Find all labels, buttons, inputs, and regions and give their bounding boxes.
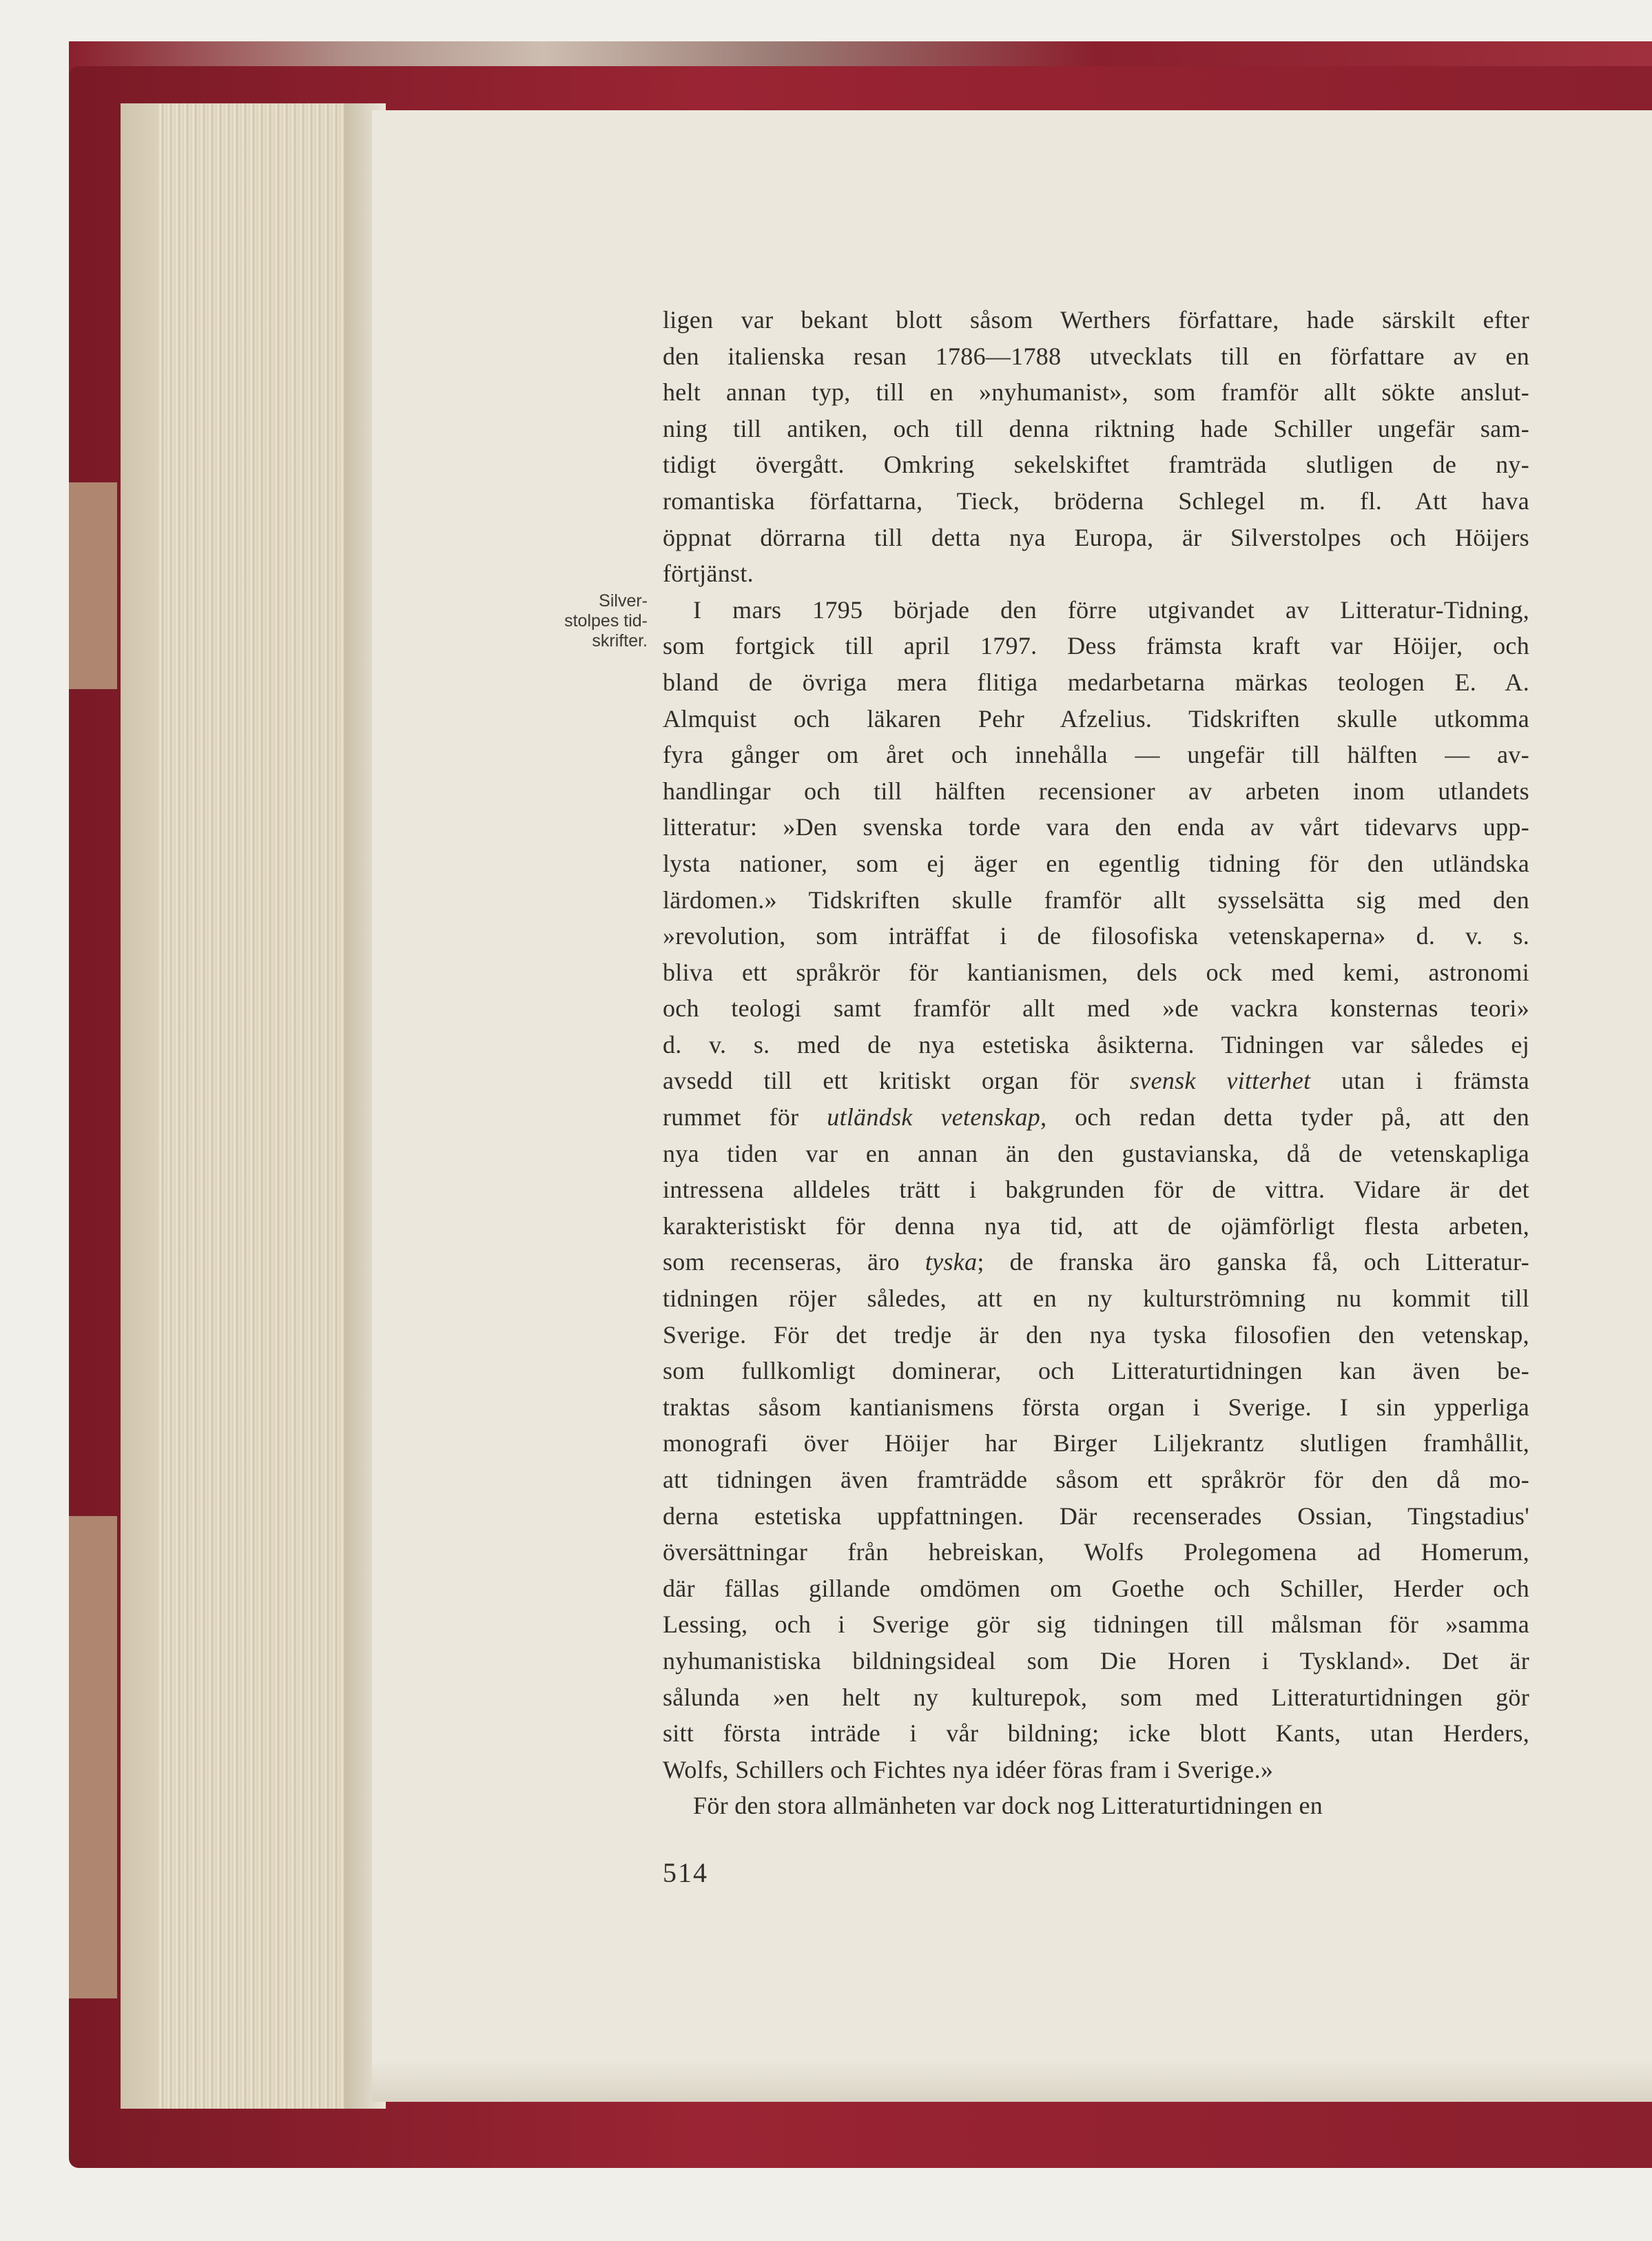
- text-line: För den stora allmänheten var dock nog Litteraturtidningen en: [693, 1792, 1323, 1820]
- text-line: fyra gånger om året och innehålla — ungefär till hälften — av-: [663, 741, 1529, 769]
- margin-note-line: Silver-: [599, 591, 648, 611]
- text-line: förtjänst.: [663, 560, 754, 588]
- text-line: Wolfs, Schillers och Fichtes nya idéer föras fram i Sverige.»: [663, 1755, 1274, 1783]
- text-line: som fullkomligt dominerar, och Litteraturtidningen kan även be-: [663, 1357, 1529, 1385]
- text-line: rummet för utländsk vetenskap, och redan detta tyder på, att den: [663, 1103, 1530, 1132]
- text-line: öppnat dörrarna till detta nya Europa, är Silverstolpes och Höijers: [663, 523, 1529, 551]
- text-line: översättningar från hebreiskan, Wolfs Prolegomena ad Homerum,: [663, 1538, 1529, 1566]
- text-line: tidigt övergått. Omkring sekelskiftet framträda slutligen de ny-: [663, 451, 1529, 479]
- text-line: bliva ett språkrör för kantianismen, dels ock med kemi, astronomi: [663, 958, 1529, 986]
- text-line: som recenseras, äro tyska; de franska äro ganska få, och Litteratur-: [663, 1248, 1530, 1276]
- text-line: tidningen röjer således, att en ny kulturströmning nu kommit till: [663, 1285, 1529, 1313]
- text-line: där fällas gillande omdömen om Goethe och Schiller, Herder och: [663, 1574, 1529, 1602]
- page-bottom-shadow: [372, 2060, 1652, 2102]
- text-line: derna estetiska uppfattningen. Där recenserades Ossian, Tingstadius': [663, 1502, 1529, 1530]
- text-line: I mars 1795 började den förre utgivandet av Litteratur-Tidning,: [693, 595, 1529, 624]
- cover-wear-patch: [69, 1516, 117, 1998]
- text-line: nyhumanistiska bildningsideal som Die Horen i Tyskland». Det är: [663, 1646, 1529, 1675]
- text-line: som fortgick till april 1797. Dess främsta kraft var Höijer, och: [663, 632, 1529, 660]
- text-line: karakteristiskt för denna nya tid, att de ojämförligt flesta arbeten,: [663, 1211, 1529, 1240]
- text-line: avsedd till ett kritiskt organ för svensk vitterhet utan i främsta: [663, 1067, 1529, 1095]
- italic-phrase: svensk vitterhet: [1130, 1067, 1311, 1095]
- text-line: traktas såsom kantianismens första organ i Sverige. I sin ypperliga: [663, 1393, 1529, 1421]
- text-line: ligen var bekant blott såsom Werthers författare, hade särskilt efter: [663, 306, 1529, 334]
- text-line: d. v. s. med de nya estetiska åsikterna. Tidningen var således ej: [663, 1030, 1529, 1058]
- text-line: monografi över Höijer har Birger Liljekrantz slutligen framhållit,: [663, 1429, 1529, 1457]
- italic-phrase: tyska: [925, 1248, 978, 1276]
- text-line: sålunda »en helt ny kulturepok, som med Litteraturtidningen gör: [663, 1683, 1529, 1711]
- text-line: handlingar och till hälften recensioner av arbeten inom utlandets: [663, 777, 1529, 805]
- text-line: litteratur: »Den svenska torde vara den enda av vårt tidevarvs upp-: [663, 813, 1529, 841]
- page-number: 514: [663, 1857, 708, 1888]
- text-line: lysta nationer, som ej äger en egentlig tidning för den utländska: [663, 849, 1529, 877]
- text-line: bland de övriga mera flitiga medarbetarna märkas teologen E. A.: [663, 668, 1529, 696]
- text-line: den italienska resan 1786—1788 utvecklats till en författare av en: [663, 342, 1529, 370]
- cover-wear-patch: [69, 482, 117, 689]
- body-text: [663, 302, 1529, 1824]
- italic-phrase: utländsk vetenskap: [827, 1103, 1041, 1132]
- text-line: Lessing, och i Sverige gör sig tidningen till målsman för »samma: [663, 1610, 1529, 1639]
- text-line: intressena alldeles trätt i bakgrunden för de vittra. Vidare är det: [663, 1176, 1529, 1204]
- text-line: att tidningen även framträdde såsom ett språkrör för den då mo-: [663, 1466, 1529, 1493]
- text-line: nya tiden var en annan än den gustavianska, då de vetenskapliga: [663, 1139, 1529, 1167]
- text-line: lärdomen.» Tidskriften skulle framför allt sysselsätta sig med den: [663, 886, 1529, 914]
- text-line: ning till antiken, och till denna riktning hade Schiller ungefär sam-: [663, 414, 1529, 442]
- page-edges: [158, 103, 365, 2109]
- text-line: »revolution, som inträffat i de filosofiska vetenskaperna» d. v. s.: [663, 922, 1529, 950]
- text-line: Sverige. För det tredje är den nya tyska filosofien den vetenskap,: [663, 1320, 1529, 1349]
- margin-note-line: skrifter.: [592, 631, 648, 651]
- margin-note-line: stolpes tid-: [564, 611, 648, 631]
- text-line: Almquist och läkaren Pehr Afzelius. Tidskriften skulle utkomma: [663, 704, 1529, 733]
- text-line: och teologi samt framför allt med »de vackra konsternas teori»: [663, 994, 1529, 1023]
- text-line: helt annan typ, till en »nyhumanist», som framför allt sökte anslut-: [663, 378, 1529, 407]
- text-line: romantiska författarna, Tieck, bröderna Schlegel m. fl. Att hava: [663, 487, 1529, 515]
- margin-note: [537, 591, 648, 651]
- text-line: sitt första inträde i vår bildning; icke blott Kants, utan Herders,: [663, 1719, 1529, 1748]
